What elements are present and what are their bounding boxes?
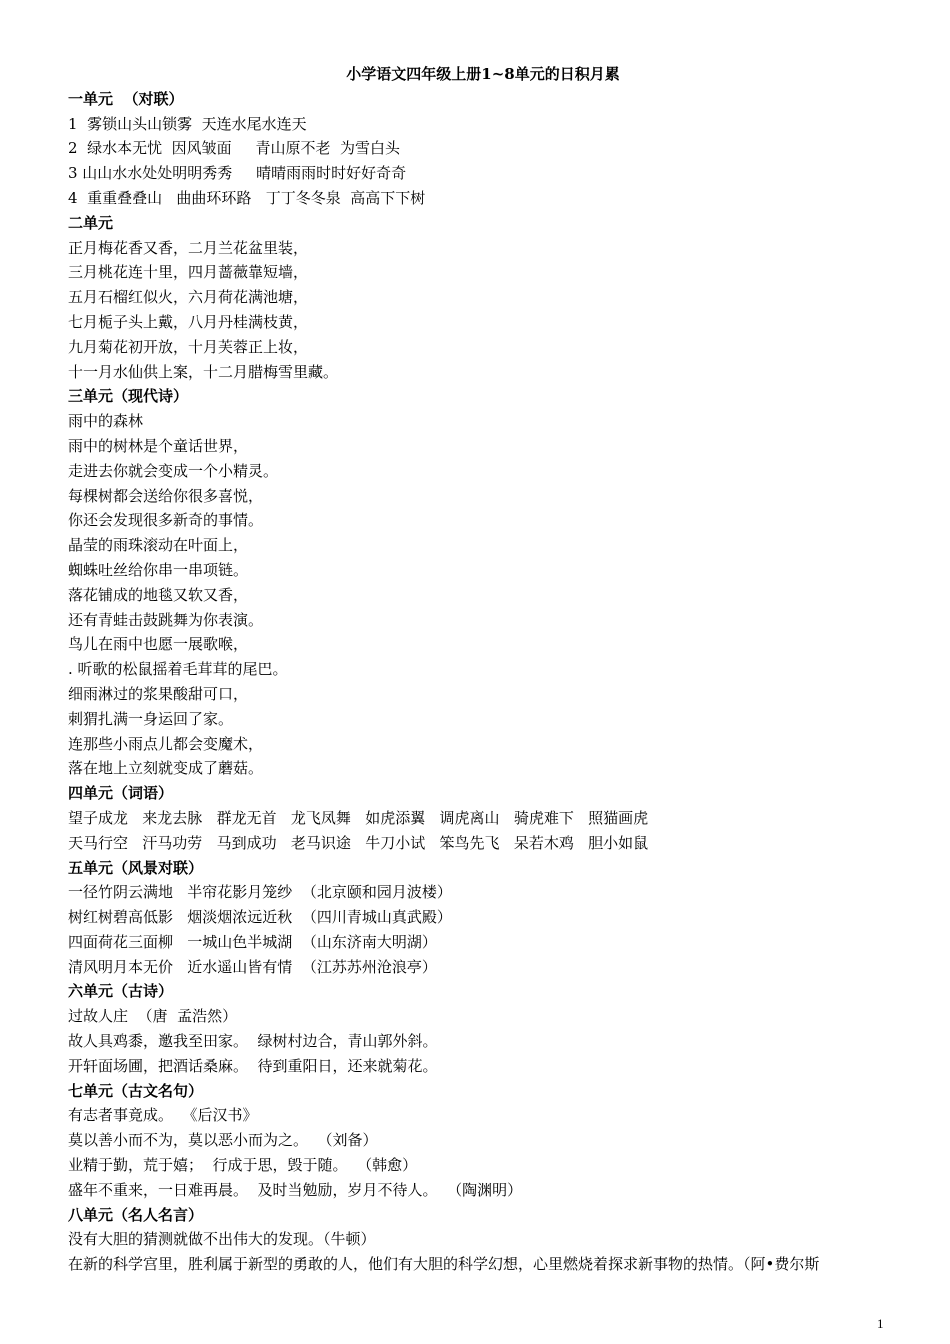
text-line: 在新的科学宫里，胜利属于新型的勇敢的人，他们有大胆的科学幻想，心里燃烧着探求新事物的热情。（阿•费尔斯 (68, 1255, 820, 1274)
section-heading: 六单元（古诗） (68, 982, 174, 1001)
text-line: 连那些小雨点儿都会变魔术， (68, 734, 264, 753)
section-heading: 二单元 (68, 213, 114, 232)
section-heading: 五单元（风景对联） (68, 858, 204, 877)
page-number: 1 (877, 1316, 884, 1331)
text-line: 没有大胆的猜测就做不出伟大的发现。（牛顿） (68, 1230, 376, 1249)
text-line: 鸟儿在雨中也愿一展歌喉， (68, 635, 249, 654)
text-line: 四面荷花三面柳 一城山色半城湖 （山东济南大明湖） (68, 932, 437, 951)
section-heading: 三单元（现代诗） (68, 387, 189, 406)
text-line: 雨中的森林 (68, 412, 144, 431)
content-lines (68, 87, 898, 1277)
text-line: 你还会发现很多新奇的事情。 (68, 511, 264, 530)
text-line: 晶莹的雨珠滚动在叶面上， (68, 536, 249, 555)
text-line: 2 绿水本无忧 因风皱面 青山原不老 为雪白头 (68, 139, 400, 158)
text-line: 雨中的树林是个童话世界， (68, 436, 249, 455)
text-line: 3 山山水水处处明明秀秀 晴晴雨雨时时好好奇奇 (68, 164, 407, 183)
text-line: 望子成龙 来龙去脉 群龙无首 龙飞凤舞 如虎添翼 调虎离山 骑虎难下 照猫画虎 (68, 808, 649, 827)
text-line: 十一月水仙供上案，十二月腊梅雪里藏。 (68, 362, 339, 381)
text-line: 走进去你就会变成一个小精灵。 (68, 461, 279, 480)
text-line: . 听歌的松鼠摇着毛茸茸的尾巴。 (68, 660, 288, 679)
section-heading: 七单元（古文名句） (68, 1081, 204, 1100)
section-heading: 四单元（词语） (68, 784, 174, 803)
text-line: 五月石榴红似火，六月荷花满池塘， (68, 288, 309, 307)
text-line: 4 重重叠叠山 曲曲环环路 丁丁冬冬泉 高高下下树 (68, 188, 426, 207)
text-line: 还有青蛙击鼓跳舞为你表演。 (68, 610, 264, 629)
text-line: 每棵树都会送给你很多喜悦， (68, 486, 264, 505)
text-line: 落在地上立刻就变成了蘑菇。 (68, 759, 264, 778)
section-heading: 一单元 （对联） (68, 89, 184, 108)
text-line: 开轩面场圃，把酒话桑麻。 待到重阳日，还来就菊花。 (68, 1056, 438, 1075)
text-line: 莫以善小而不为，莫以恶小而为之。 （刘备） (68, 1131, 378, 1150)
document-body (68, 62, 898, 1277)
text-line: 1 雾锁山头山锁雾 天连水尾水连天 (68, 114, 307, 133)
text-line: 故人具鸡黍，邀我至田家。 绿树村边合，青山郭外斜。 (68, 1032, 438, 1051)
text-line: 正月梅花香又香，二月兰花盆里装， (68, 238, 309, 257)
text-line: 业精于勤，荒于嬉； 行成于思，毁于随。 （韩愈） (68, 1156, 418, 1175)
text-line: 三月桃花连十里，四月蔷薇靠短墙， (68, 263, 309, 282)
text-line: 七月栀子头上戴，八月丹桂满枝黄， (68, 312, 309, 331)
text-line: 蜘蛛吐丝给你串一串项链。 (68, 560, 249, 579)
text-line: 树红树碧高低影 烟淡烟浓远近秋 （四川青城山真武殿） (68, 908, 452, 927)
text-line: 刺猬扎满一身运回了家。 (68, 709, 234, 728)
text-line: 天马行空 汗马功劳 马到成功 老马识途 牛刀小试 笨鸟先飞 呆若木鸡 胆小如鼠 (68, 833, 649, 852)
section-heading: 八单元（名人名言） (68, 1205, 204, 1224)
text-line: 过故人庄 （唐 孟浩然） (68, 1007, 238, 1026)
text-line: 盛年不重来，一日难再晨。 及时当勉励，岁月不待人。 （陶渊明） (68, 1180, 523, 1199)
text-line: 有志者事竟成。 《后汉书》 (68, 1106, 258, 1125)
text-line: 落花铺成的地毯又软又香， (68, 585, 249, 604)
text-line: 清风明月本无价 近水遥山皆有情 （江苏苏州沧浪亭） (68, 957, 437, 976)
text-line: 九月菊花初开放，十月芙蓉正上妆， (68, 337, 309, 356)
document-title: 小学语文四年级上册1~8单元的日积月累 (346, 65, 620, 83)
text-line: 一径竹阴云满地 半帘花影月笼纱 （北京颐和园月波楼） (68, 883, 452, 902)
text-line: 细雨淋过的浆果酸甜可口， (68, 684, 249, 703)
